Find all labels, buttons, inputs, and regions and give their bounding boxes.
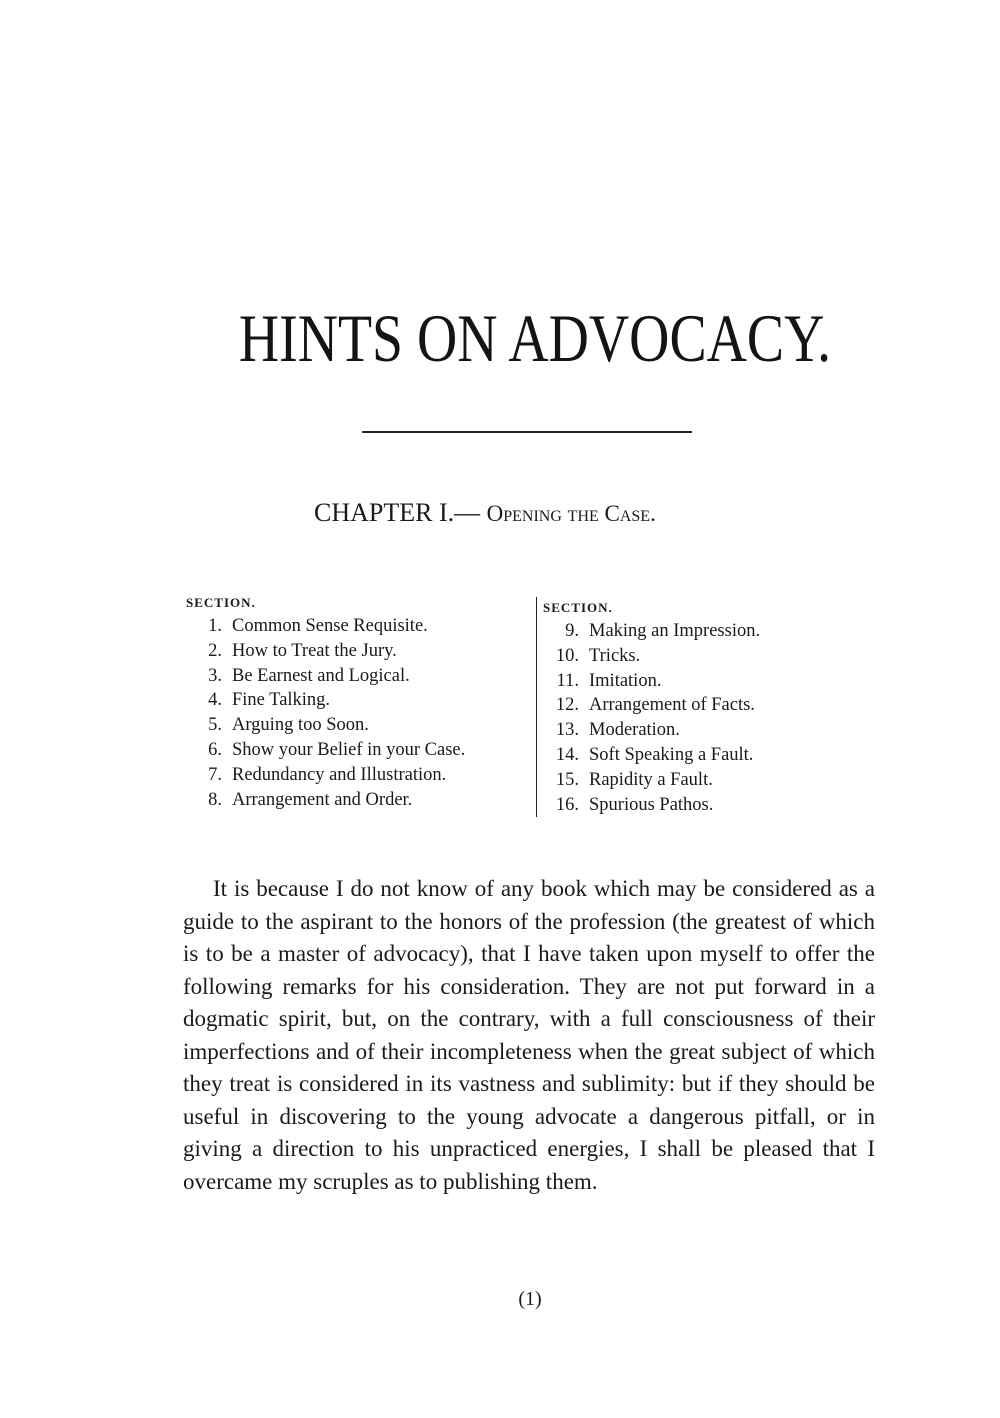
toc-item-label: Fine Talking. — [232, 690, 331, 711]
toc-item — [543, 793, 760, 818]
toc-item — [543, 669, 760, 694]
toc-item-label: Soft Speaking a Fault. — [589, 744, 754, 765]
toc-item-number: 13. — [555, 720, 579, 741]
book-title: HINTS ON ADVOCACY. — [238, 300, 832, 376]
chapter-label: CHAPTER — [314, 498, 433, 527]
toc-item-number: 5. — [208, 715, 222, 736]
title-rule — [362, 431, 692, 433]
toc-item — [186, 738, 465, 763]
toc-item — [186, 788, 465, 813]
toc-item — [186, 713, 465, 738]
toc-item-number: 7. — [208, 764, 222, 785]
toc-item-number: 8. — [208, 789, 222, 810]
toc-right-column — [543, 597, 760, 817]
toc-section-heading: SECTION. — [543, 600, 613, 615]
toc-item-number: 12. — [555, 695, 579, 716]
toc-item-label: Spurious Pathos. — [589, 794, 714, 815]
toc-item-number: 4. — [208, 690, 222, 711]
toc-item-label: Rapidity a Fault. — [589, 769, 713, 790]
toc-item-label: Tricks. — [589, 645, 641, 666]
toc-item — [543, 644, 760, 669]
page-number: (1) — [518, 1288, 542, 1310]
toc-item-label: Arrangement and Order. — [232, 789, 413, 810]
body-paragraph: It is because I do not know of any book which may be considered as a guide to the aspirant to the honors of the profession (the greatest of which is to be a master of advocacy), that I have taken upon myself to offer the following remarks for his consideration. They are not put forward in a dogmatic spirit, but, on the contrary, with a full consciousness of their imperfections and of their incompleteness when the great subject of which they treat is considered in its vastness and sublimity: but if they should be useful in discovering to the young advocate a dangerous pitfall, or in giving a direction to his unpracticed energies, I shall be pleased that I overcame my scruples as to publishing them. — [183, 876, 875, 1194]
toc-item-label: Common Sense Requisite. — [232, 616, 428, 636]
toc-item — [543, 693, 760, 718]
toc-item-number: 10. — [555, 645, 579, 666]
toc-item-label: Moderation. — [589, 720, 680, 741]
toc-item-number: 11. — [556, 670, 579, 691]
toc-item-number: 16. — [555, 794, 579, 815]
toc-section-heading: SECTION. — [186, 595, 256, 610]
toc-column-divider — [536, 597, 537, 817]
toc-item-number: 3. — [208, 665, 222, 686]
toc-item-number: 1. — [208, 616, 222, 636]
toc-item-number: 14. — [555, 744, 579, 765]
toc-item — [543, 743, 760, 768]
toc-item — [543, 768, 760, 793]
toc-item-label: Be Earnest and Logical. — [232, 665, 410, 686]
toc-item-number: 15. — [555, 769, 579, 790]
toc-item — [186, 614, 465, 639]
toc-left-column — [186, 592, 465, 812]
toc-item-label: Imitation. — [589, 670, 662, 691]
toc-item-label: Arguing too Soon. — [232, 715, 369, 736]
toc-item-label: Redundancy and Illustration. — [232, 764, 447, 785]
toc-item — [186, 639, 465, 664]
toc-item-number: 9. — [565, 621, 579, 641]
toc-item — [543, 619, 760, 644]
toc-item-label: Show your Belief in your Case. — [232, 739, 466, 760]
chapter-number: I.— — [438, 498, 481, 527]
toc-item — [186, 688, 465, 713]
chapter-name: Opening the Case. — [486, 501, 656, 526]
toc-item-label: Arrangement of Facts. — [589, 695, 755, 716]
toc-item-label: How to Treat the Jury. — [232, 640, 397, 661]
toc-item — [186, 763, 465, 788]
toc-item-number: 2. — [208, 640, 222, 661]
toc-item — [543, 718, 760, 743]
toc-item — [186, 664, 465, 689]
chapter-heading — [314, 498, 656, 528]
toc-item-number: 6. — [208, 739, 222, 760]
toc-item-label: Making an Impression. — [589, 621, 761, 641]
